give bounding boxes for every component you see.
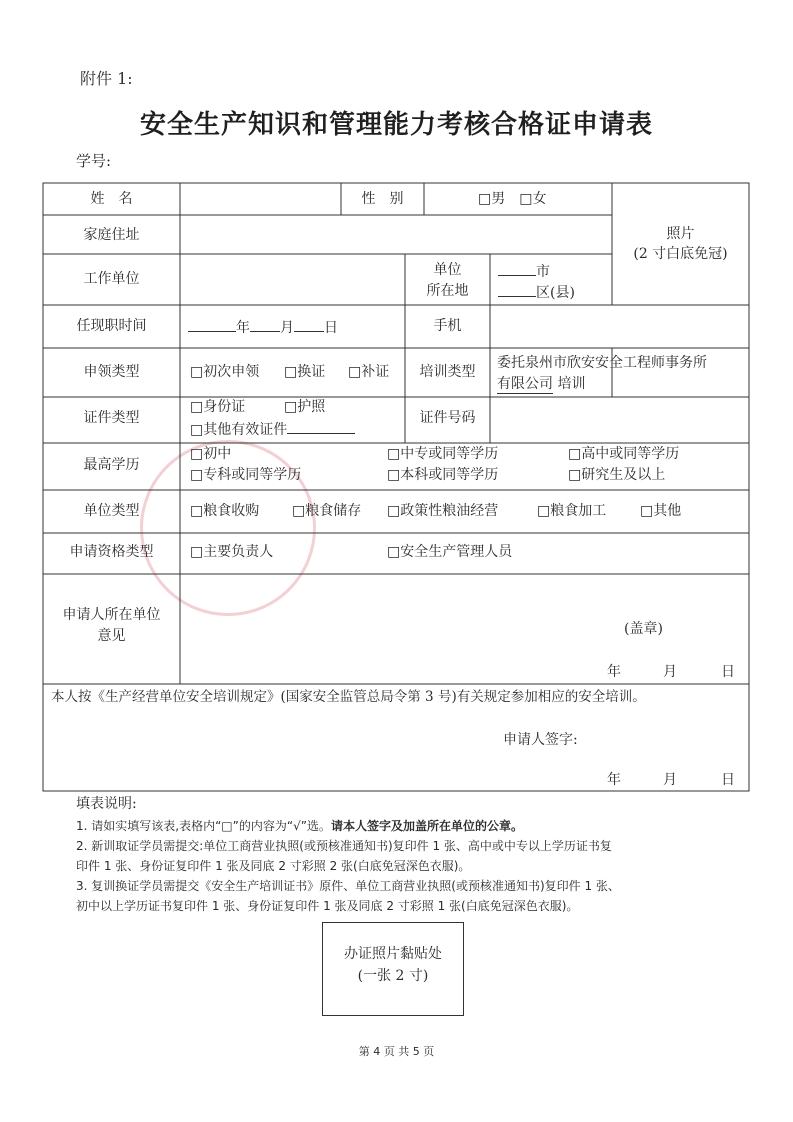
student-number-label: 学号: <box>76 152 112 170</box>
work-unit-field[interactable] <box>181 255 404 304</box>
year-label: 年 <box>236 320 250 336</box>
home-address-field[interactable] <box>181 216 611 253</box>
day-label: 日 <box>324 320 338 336</box>
unit-option-purchase[interactable]: □粮食收购 <box>190 503 260 519</box>
id-option-passport[interactable]: □护照 <box>284 399 326 415</box>
unit-type-label: 单位类型 <box>83 503 140 519</box>
unit-location-label-2: 所在地 <box>426 283 469 299</box>
training-text-1: 委托泉州市欣安安全工程师事务所 <box>497 355 707 371</box>
unit-option-policy[interactable]: □政策性粮油经营 <box>387 503 499 519</box>
instruction-1a: 1. 请如实填写该表,表格内“□”的内容为“√”选。 <box>76 819 331 833</box>
photo-paste-box <box>322 922 464 1016</box>
apply-type-label: 申领类型 <box>83 364 140 380</box>
unit-option-processing[interactable]: □粮食加工 <box>537 503 607 519</box>
city-line <box>498 261 550 281</box>
unit-option-storage[interactable]: □粮食储存 <box>292 503 362 519</box>
opinion-date-day: 日 <box>721 664 735 680</box>
city-suffix: 市 <box>536 264 550 280</box>
apply-option-renew[interactable]: □换证 <box>284 364 326 380</box>
id-number-label: 证件号码 <box>419 410 476 426</box>
signature-label: 申请人签字: <box>503 732 578 748</box>
id-option-idcard[interactable]: □身份证 <box>190 399 246 415</box>
education-label: 最高学历 <box>83 457 140 473</box>
instruction-line-1 <box>76 818 523 835</box>
qualification-type-label: 申请资格类型 <box>69 544 154 560</box>
edu-option-graduate[interactable]: □研究生及以上 <box>568 467 666 483</box>
qualification-option-head[interactable]: □主要负责人 <box>190 544 274 560</box>
unit-opinion-label-1: 申请人所在单位 <box>62 607 161 623</box>
gender-checkboxes[interactable]: □男 □女 <box>478 191 547 207</box>
id-type-label: 证件类型 <box>83 410 140 426</box>
month-label: 月 <box>280 320 294 336</box>
id-option-other-label: □其他有效证件 <box>190 422 288 438</box>
gender-label: 性 别 <box>361 191 404 207</box>
training-text-line2 <box>497 375 585 394</box>
instruction-line-3b: 初中以上学历证书复印件 1 张、身份证复印件 1 张及同底 2 寸彩照 1 张(白底免冠深色衣服)。 <box>76 899 579 913</box>
edu-option-vocational[interactable]: □中专或同等学历 <box>387 446 499 462</box>
edu-option-bachelor[interactable]: □本科或同等学历 <box>387 467 499 483</box>
opinion-date-year: 年 <box>607 664 621 680</box>
instruction-1b: 请本人签字及加盖所在单位的公章。 <box>330 819 523 833</box>
edu-option-highschool[interactable]: □高中或同等学历 <box>568 446 680 462</box>
mobile-label: 手机 <box>433 318 462 334</box>
statement-text: 本人按《生产经营单位安全培训规定》(国家安全监管总局令第 3 号)有关规定参加相应的安全培训。 <box>51 689 646 705</box>
form-title: 安全生产知识和管理能力考核合格证申请表 <box>139 110 653 140</box>
training-company: 有限公司 <box>497 376 553 392</box>
unit-option-other[interactable]: □其他 <box>640 503 682 519</box>
edu-option-junior[interactable]: □初中 <box>190 446 232 462</box>
signature-field[interactable] <box>594 725 734 751</box>
unit-location-label-1: 单位 <box>433 262 462 278</box>
seal-label: (盖章) <box>624 621 663 637</box>
photo-note: (2 寸白底免冠) <box>633 246 728 262</box>
unit-opinion-label-2: 意见 <box>97 628 126 644</box>
name-field[interactable] <box>181 184 340 214</box>
statement-date-year: 年 <box>607 772 621 788</box>
photo-paste-title: 办证照片黏贴处 <box>344 946 442 962</box>
instruction-line-2a: 2. 新训取证学员需提交:单位工商营业执照(或预核准通知书)复印件 1 张、高中或中专以上学历证书复 <box>76 839 612 853</box>
id-number-field[interactable] <box>491 398 748 442</box>
position-time-label: 任现职时间 <box>76 318 147 334</box>
id-option-other[interactable] <box>190 419 355 439</box>
photo-title: 照片 <box>666 226 695 242</box>
training-text-line1 <box>497 354 707 372</box>
statement-date-day: 日 <box>721 772 735 788</box>
instruction-line-3a: 3. 复训换证学员需提交《安全生产培训证书》原件、单位工商营业执照(或预核准通知书)复印件 1 张、 <box>76 879 620 893</box>
page-number: 第 4 页 共 5 页 <box>358 1045 435 1058</box>
attachment-label: 附件 1: <box>80 69 133 88</box>
qualification-option-manager[interactable]: □安全生产管理人员 <box>387 544 513 560</box>
district-suffix: 区(县) <box>536 285 575 301</box>
training-suffix: 培训 <box>557 376 586 392</box>
district-line <box>498 282 575 302</box>
instructions-heading: 填表说明: <box>76 796 137 812</box>
apply-option-reissue[interactable]: □补证 <box>348 364 390 380</box>
statement-date-month: 月 <box>663 772 677 788</box>
edu-option-college[interactable]: □专科或同等学历 <box>190 467 302 483</box>
photo-paste-note: (一张 2 寸) <box>357 968 429 984</box>
position-date-field[interactable] <box>188 317 338 337</box>
name-label: 姓 名 <box>90 191 133 207</box>
apply-option-initial[interactable]: □初次申领 <box>190 364 260 380</box>
work-unit-label: 工作单位 <box>83 271 140 287</box>
training-type-label: 培训类型 <box>419 364 476 380</box>
instruction-line-2b: 印件 1 张、身份证复印件 1 张及同底 2 寸彩照 2 张(白底免冠深色衣服)。 <box>76 859 471 873</box>
opinion-date-month: 月 <box>663 664 677 680</box>
home-address-label: 家庭住址 <box>83 227 140 243</box>
mobile-field[interactable] <box>491 306 748 347</box>
